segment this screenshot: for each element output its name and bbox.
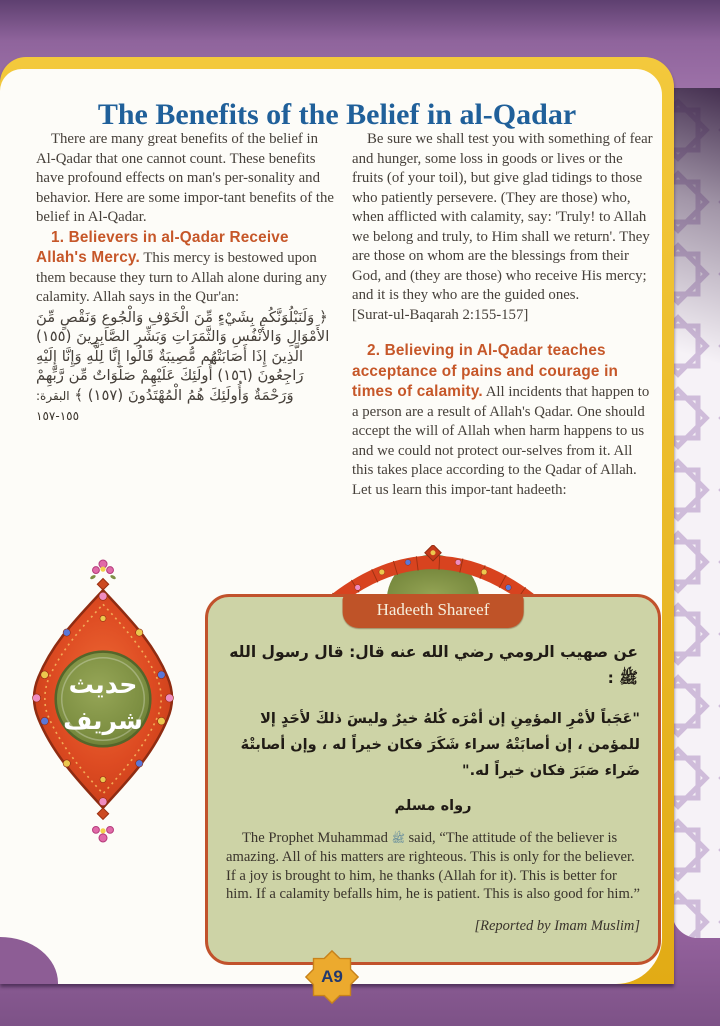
pbuh-symbol: ﷺ (391, 832, 405, 845)
quran-translation: Be sure we shall test you with something of fear and hunger, some loss in goods or lives or the fruits (of your toil), but give glad tidings to those who patiently persevere. (They are those) who, when afflicted with calamity, say: 'Truly! to Allah we belong and truly, to Him shall we return'. They are those on whom are the blessings from their God, and (they are those) who receive His mercy; and it is they who are the guided ones. (352, 131, 653, 303)
quran-translation-reference: [Surat-ul-Baqarah 2:155-157] (352, 306, 529, 323)
page-title: The Benefits of the Belief in al-Qadar (97, 98, 577, 132)
hadeeth-arabic-text: "عَجَباً لأمْرِ المؤمِنِ إن أمْرَه كُلهُ خيرٌ وليسَ ذلكَ لأحَدٍ إلا للمؤمن ، إن أصابَتْهُ سراء شَكَرَ فكان خيراً له ، وإن أصابتْهُ ضَراء صَبَرَ فكان خيراً له." (240, 710, 640, 779)
bottom-flower (93, 808, 114, 842)
english-before-symbol: The Prophet Muhammad (242, 829, 392, 846)
top-flower (90, 560, 117, 590)
point1-heading: 1. Believers in al-Qadar Receive Allah's Mercy. (36, 228, 289, 266)
point2-heading: 2. Believing in Al-Qadar teaches acceptance of pains and courage in times of calamity. (352, 342, 619, 400)
page-number: A9 (321, 967, 343, 986)
side-ornament-panel (672, 88, 720, 938)
hadeeth-arabic-source: رواه مسلم (394, 798, 472, 814)
page-number-badge (304, 949, 360, 1005)
point1-body: This mercy is bestowed upon them because they turn to Allah alone during any calamity. Allah says in the Qur'an: (36, 250, 327, 305)
intro-paragraph: There are many great benefits of the belief in Al-Qadar that one cannot count. These benefits have profound effects on man's per-sonality and behavior. Here are some impor-tant benefits of the belief in Al-Qadar. (36, 131, 334, 225)
hadeeth-english-translation (226, 829, 640, 904)
point1-paragraph (36, 228, 336, 308)
quran-verse-text: ﴿ وَلَنَبْلُوَنَّكُم بِشَيْءٍ مِّنَ الْخَوْفِ وَالْجُوعِ وَنَقْصٍ مِّنَ الأَمْوَالِ وَالأَنْفُسِ وَالثَّمَرَاتِ وَبَشِّرِ الصَّابِرِينَ (١٥٥) الَّذِينَ إِذَا أَصَابَتْهُم مُّصِيبَةٌ قَالُوا إِنَّا لِلَّهِ وَإِنَّا إِلَيْهِ رَاجِعُونَ (١٥٦) أُولَئِكَ عَلَيْهِمْ صَلَوَاتٌ مِّن رَّبِّهِمْ وَرَحْمَةٌ وَأُولَئِكَ هُمُ الْمُهْتَدُونَ (١٥٧) ﴾ (36, 308, 330, 404)
hadeeth-medallion-ornament (22, 556, 184, 848)
point2-body: All incidents that happen to a person are a result of Allah's Qadar. One should accept the will of Allah when harm happens to us and we could not protect our-selves from it. All this takes place according to the Qadar of Allah. Let us learn this impor-tant hadeeth: (352, 384, 650, 498)
medallion-graphic (22, 556, 184, 848)
hadeeth-shareef-box (205, 594, 661, 965)
english-after-symbol: said, “The attitude of the believer is amazing. All of his matters are righteous. This is only for the believer. If a joy is brought to him, he thanks (Allah for it). This is better for him. If a calamity befalls him, he is patient. This is also good for him.” (226, 829, 640, 903)
hadeeth-box-top-crest (323, 545, 543, 601)
quran-verse-arabic (36, 308, 336, 427)
point2-paragraph (352, 341, 656, 500)
hadeeth-box-tab: Hadeeth Shareef (343, 594, 524, 628)
medallion-label-line2: شريف (63, 706, 143, 736)
hadeeth-arabic-chain: عن صهيب الرومي رضي الله عنه قال: قال رسول الله ﷺ : (229, 643, 638, 687)
right-column (352, 130, 656, 500)
quran-verse-reference: البقرة: ١٥٥-١٥٧ (36, 388, 80, 423)
hadeeth-english-reference: [Reported by Imam Muslim] (474, 918, 640, 935)
side-panel-shadow (672, 88, 720, 938)
medallion-label-line1: حديث (68, 669, 138, 699)
left-column (36, 130, 336, 427)
